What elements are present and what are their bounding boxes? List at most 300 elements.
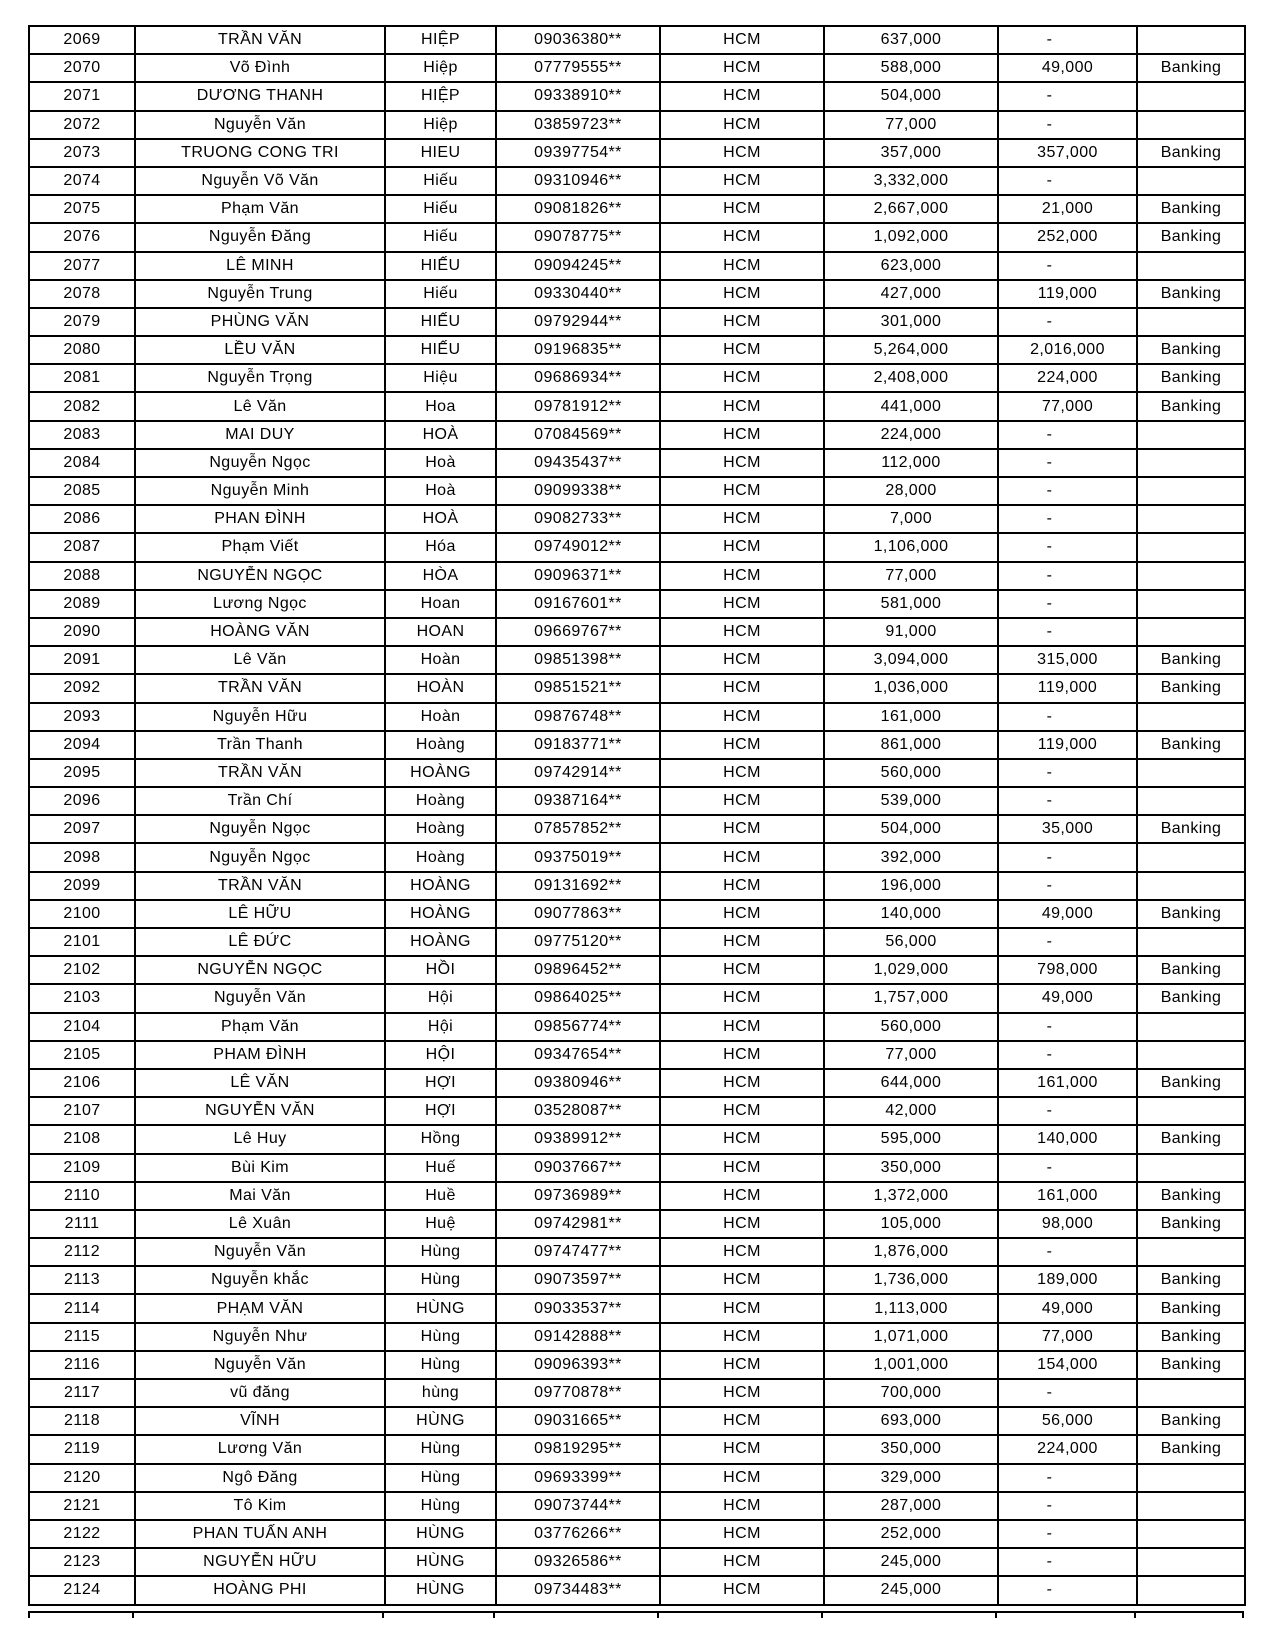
phone-masked-cell: 09099338** (496, 477, 660, 505)
amount-due-cell: 1,001,000 (824, 1351, 998, 1379)
row-number-cell: 2093 (29, 703, 135, 731)
city-cell: HCM (660, 223, 824, 251)
row-number-cell: 2089 (29, 590, 135, 618)
amount-paid-cell: 252,000 (998, 223, 1137, 251)
amount-paid-cell: - (998, 1520, 1137, 1548)
last-name-cell: Hiệp (385, 54, 496, 82)
amount-paid-cell: 119,000 (998, 731, 1137, 759)
amount-due-cell: 245,000 (824, 1548, 998, 1576)
city-cell: HCM (660, 477, 824, 505)
row-number-cell: 2112 (29, 1238, 135, 1266)
last-name-cell: Hội (385, 984, 496, 1012)
given-name-cell: Nguyễn Văn (135, 1238, 385, 1266)
payment-method-cell: Banking (1137, 1435, 1245, 1463)
amount-paid-cell: - (998, 759, 1137, 787)
city-cell: HCM (660, 1548, 824, 1576)
last-name-cell: Hiếu (385, 223, 496, 251)
phone-masked-cell: 09338910** (496, 82, 660, 110)
amount-due-cell: 1,092,000 (824, 223, 998, 251)
amount-due-cell: 56,000 (824, 928, 998, 956)
phone-masked-cell: 09096371** (496, 562, 660, 590)
last-name-cell: HÙNG (385, 1407, 496, 1435)
amount-paid-cell: - (998, 787, 1137, 815)
city-cell: HCM (660, 82, 824, 110)
given-name-cell: PHẠM VĂN (135, 1294, 385, 1322)
table-row (29, 223, 1245, 251)
table-body (29, 26, 1245, 1605)
phone-masked-cell: 09742914** (496, 759, 660, 787)
row-number-cell: 2092 (29, 674, 135, 702)
city-cell: HCM (660, 533, 824, 561)
city-cell: HCM (660, 703, 824, 731)
table-row (29, 1238, 1245, 1266)
given-name-cell: Nguyễn Như (135, 1323, 385, 1351)
amount-due-cell: 350,000 (824, 1435, 998, 1463)
last-name-cell: HỢI (385, 1097, 496, 1125)
amount-due-cell: 644,000 (824, 1069, 998, 1097)
amount-paid-cell: 49,000 (998, 900, 1137, 928)
phone-masked-cell: 09131692** (496, 872, 660, 900)
payment-method-cell: Banking (1137, 1351, 1245, 1379)
given-name-cell: Tô Kim (135, 1492, 385, 1520)
payment-method-cell: Banking (1137, 336, 1245, 364)
phone-masked-cell: 09856774** (496, 1013, 660, 1041)
last-name-cell: Hoàng (385, 843, 496, 871)
last-name-cell: HOAN (385, 618, 496, 646)
given-name-cell: vũ đăng (135, 1379, 385, 1407)
row-number-cell: 2101 (29, 928, 135, 956)
payment-method-cell: Banking (1137, 646, 1245, 674)
row-number-cell: 2097 (29, 815, 135, 843)
city-cell: HCM (660, 1323, 824, 1351)
phone-masked-cell: 09749012** (496, 533, 660, 561)
table-row (29, 984, 1245, 1012)
table-row (29, 928, 1245, 956)
row-number-cell: 2071 (29, 82, 135, 110)
amount-due-cell: 350,000 (824, 1154, 998, 1182)
city-cell: HCM (660, 111, 824, 139)
last-name-cell: Hùng (385, 1464, 496, 1492)
amount-due-cell: 693,000 (824, 1407, 998, 1435)
amount-due-cell: 161,000 (824, 703, 998, 731)
amount-due-cell: 2,408,000 (824, 364, 998, 392)
last-name-cell: Hoàng (385, 787, 496, 815)
given-name-cell: Nguyễn Văn (135, 1351, 385, 1379)
row-number-cell: 2114 (29, 1294, 135, 1322)
table-row (29, 449, 1245, 477)
table-row (29, 1210, 1245, 1238)
amount-paid-cell: - (998, 1097, 1137, 1125)
given-name-cell: PHAN ĐÌNH (135, 505, 385, 533)
last-name-cell: Hóa (385, 533, 496, 561)
city-cell: HCM (660, 1154, 824, 1182)
row-number-cell: 2096 (29, 787, 135, 815)
table-row (29, 1041, 1245, 1069)
given-name-cell: Nguyễn Minh (135, 477, 385, 505)
amount-paid-cell: - (998, 1154, 1137, 1182)
amount-paid-cell: - (998, 477, 1137, 505)
amount-paid-cell: 2,016,000 (998, 336, 1137, 364)
phone-masked-cell: 09435437** (496, 449, 660, 477)
city-cell: HCM (660, 731, 824, 759)
phone-masked-cell: 09096393** (496, 1351, 660, 1379)
amount-paid-cell: - (998, 1013, 1137, 1041)
phone-masked-cell: 09747477** (496, 1238, 660, 1266)
phone-masked-cell: 09397754** (496, 139, 660, 167)
last-name-cell: Hoan (385, 590, 496, 618)
row-number-cell: 2088 (29, 562, 135, 590)
phone-masked-cell: 09037667** (496, 1154, 660, 1182)
amount-paid-cell: 119,000 (998, 674, 1137, 702)
payment-method-cell: Banking (1137, 1210, 1245, 1238)
grid-line-stub (821, 1613, 823, 1618)
table-row (29, 590, 1245, 618)
table-row (29, 1520, 1245, 1548)
table-row (29, 167, 1245, 195)
row-number-cell: 2116 (29, 1351, 135, 1379)
given-name-cell: Nguyễn Hữu (135, 703, 385, 731)
last-name-cell: HỒI (385, 956, 496, 984)
table-row (29, 787, 1245, 815)
table-row (29, 1294, 1245, 1322)
phone-masked-cell: 09387164** (496, 787, 660, 815)
row-number-cell: 2090 (29, 618, 135, 646)
city-cell: HCM (660, 54, 824, 82)
given-name-cell: Nguyễn Đăng (135, 223, 385, 251)
row-number-cell: 2083 (29, 421, 135, 449)
phone-masked-cell: 09851521** (496, 674, 660, 702)
given-name-cell: LỀU VĂN (135, 336, 385, 364)
table-row (29, 1125, 1245, 1153)
table-row (29, 336, 1245, 364)
amount-due-cell: 140,000 (824, 900, 998, 928)
phone-masked-cell: 09693399** (496, 1464, 660, 1492)
row-number-cell: 2078 (29, 280, 135, 308)
phone-masked-cell: 09078775** (496, 223, 660, 251)
last-name-cell: HOÀNG (385, 900, 496, 928)
last-name-cell: Hiếu (385, 280, 496, 308)
amount-due-cell: 252,000 (824, 1520, 998, 1548)
table-row (29, 1464, 1245, 1492)
given-name-cell: NGUYỄN NGỌC (135, 562, 385, 590)
amount-due-cell: 3,332,000 (824, 167, 998, 195)
last-name-cell: hùng (385, 1379, 496, 1407)
last-name-cell: HÙNG (385, 1576, 496, 1604)
amount-due-cell: 581,000 (824, 590, 998, 618)
phone-masked-cell: 03528087** (496, 1097, 660, 1125)
grid-line-stub (382, 1613, 384, 1618)
row-number-cell: 2070 (29, 54, 135, 82)
city-cell: HCM (660, 1351, 824, 1379)
table-row (29, 1323, 1245, 1351)
row-number-cell: 2095 (29, 759, 135, 787)
amount-due-cell: 560,000 (824, 1013, 998, 1041)
amount-paid-cell: - (998, 252, 1137, 280)
payment-method-cell: Banking (1137, 984, 1245, 1012)
city-cell: HCM (660, 815, 824, 843)
amount-paid-cell: 798,000 (998, 956, 1137, 984)
amount-due-cell: 224,000 (824, 421, 998, 449)
row-number-cell: 2106 (29, 1069, 135, 1097)
phone-masked-cell: 09326586** (496, 1548, 660, 1576)
table-row (29, 1435, 1245, 1463)
amount-due-cell: 42,000 (824, 1097, 998, 1125)
payment-method-cell (1137, 1492, 1245, 1520)
row-number-cell: 2099 (29, 872, 135, 900)
given-name-cell: Phạm Văn (135, 1013, 385, 1041)
given-name-cell: TRẦN VĂN (135, 759, 385, 787)
city-cell: HCM (660, 1492, 824, 1520)
amount-paid-cell: - (998, 1041, 1137, 1069)
row-number-cell: 2104 (29, 1013, 135, 1041)
payment-method-cell: Banking (1137, 195, 1245, 223)
last-name-cell: HOÀ (385, 505, 496, 533)
given-name-cell: LÊ VĂN (135, 1069, 385, 1097)
phone-masked-cell: 09686934** (496, 364, 660, 392)
amount-due-cell: 77,000 (824, 111, 998, 139)
amount-paid-cell: - (998, 872, 1137, 900)
last-name-cell: HIẾU (385, 252, 496, 280)
city-cell: HCM (660, 843, 824, 871)
last-name-cell: Hùng (385, 1238, 496, 1266)
payment-method-cell (1137, 1520, 1245, 1548)
city-cell: HCM (660, 280, 824, 308)
payment-method-cell: Banking (1137, 1294, 1245, 1322)
row-number-cell: 2107 (29, 1097, 135, 1125)
amount-due-cell: 441,000 (824, 392, 998, 420)
phone-masked-cell: 09196835** (496, 336, 660, 364)
last-name-cell: Huệ (385, 1210, 496, 1238)
amount-due-cell: 560,000 (824, 759, 998, 787)
city-cell: HCM (660, 759, 824, 787)
payment-method-cell (1137, 449, 1245, 477)
payment-method-cell: Banking (1137, 392, 1245, 420)
payment-method-cell: Banking (1137, 280, 1245, 308)
row-number-cell: 2115 (29, 1323, 135, 1351)
row-number-cell: 2091 (29, 646, 135, 674)
amount-paid-cell: - (998, 533, 1137, 561)
row-number-cell: 2073 (29, 139, 135, 167)
given-name-cell: Nguyễn khắc (135, 1266, 385, 1294)
amount-due-cell: 1,372,000 (824, 1182, 998, 1210)
amount-due-cell: 700,000 (824, 1379, 998, 1407)
amount-paid-cell: - (998, 26, 1137, 54)
city-cell: HCM (660, 1041, 824, 1069)
phone-masked-cell: 09819295** (496, 1435, 660, 1463)
city-cell: HCM (660, 787, 824, 815)
row-number-cell: 2094 (29, 731, 135, 759)
city-cell: HCM (660, 900, 824, 928)
table-row (29, 1576, 1245, 1604)
row-number-cell: 2119 (29, 1435, 135, 1463)
amount-due-cell: 91,000 (824, 618, 998, 646)
row-number-cell: 2111 (29, 1210, 135, 1238)
table-row (29, 815, 1245, 843)
last-name-cell: HIEU (385, 139, 496, 167)
row-number-cell: 2077 (29, 252, 135, 280)
amount-paid-cell: - (998, 1379, 1137, 1407)
given-name-cell: Bùi Kim (135, 1154, 385, 1182)
phone-masked-cell: 09082733** (496, 505, 660, 533)
row-number-cell: 2079 (29, 308, 135, 336)
phone-masked-cell: 09851398** (496, 646, 660, 674)
city-cell: HCM (660, 1182, 824, 1210)
table-row (29, 1407, 1245, 1435)
amount-due-cell: 1,757,000 (824, 984, 998, 1012)
table-row (29, 421, 1245, 449)
amount-due-cell: 623,000 (824, 252, 998, 280)
payment-method-cell (1137, 787, 1245, 815)
row-number-cell: 2105 (29, 1041, 135, 1069)
amount-paid-cell: 35,000 (998, 815, 1137, 843)
last-name-cell: Hoà (385, 449, 496, 477)
table-row (29, 843, 1245, 871)
table-row (29, 759, 1245, 787)
amount-paid-cell: - (998, 843, 1137, 871)
payment-method-cell: Banking (1137, 1407, 1245, 1435)
table-row (29, 477, 1245, 505)
row-number-cell: 2113 (29, 1266, 135, 1294)
given-name-cell: Phạm Viết (135, 533, 385, 561)
payment-method-cell (1137, 843, 1245, 871)
given-name-cell: Mai Văn (135, 1182, 385, 1210)
row-number-cell: 2118 (29, 1407, 135, 1435)
table-row (29, 364, 1245, 392)
given-name-cell: Nguyễn Trọng (135, 364, 385, 392)
last-name-cell: Hoàng (385, 731, 496, 759)
row-number-cell: 2120 (29, 1464, 135, 1492)
city-cell: HCM (660, 308, 824, 336)
phone-masked-cell: 09775120** (496, 928, 660, 956)
city-cell: HCM (660, 618, 824, 646)
last-name-cell: Hiệp (385, 111, 496, 139)
amount-due-cell: 1,071,000 (824, 1323, 998, 1351)
phone-masked-cell: 09380946** (496, 1069, 660, 1097)
amount-paid-cell: - (998, 590, 1137, 618)
phone-masked-cell: 09781912** (496, 392, 660, 420)
payment-method-cell (1137, 477, 1245, 505)
payment-method-cell: Banking (1137, 223, 1245, 251)
amount-due-cell: 1,106,000 (824, 533, 998, 561)
row-number-cell: 2081 (29, 364, 135, 392)
phone-masked-cell: 09081826** (496, 195, 660, 223)
payment-method-cell: Banking (1137, 815, 1245, 843)
amount-paid-cell: 315,000 (998, 646, 1137, 674)
given-name-cell: MAI DUY (135, 421, 385, 449)
amount-due-cell: 2,667,000 (824, 195, 998, 223)
table-row (29, 1266, 1245, 1294)
last-name-cell: HÙNG (385, 1548, 496, 1576)
amount-due-cell: 28,000 (824, 477, 998, 505)
amount-paid-cell: - (998, 111, 1137, 139)
last-name-cell: Hiệu (385, 364, 496, 392)
amount-due-cell: 539,000 (824, 787, 998, 815)
given-name-cell: Lê Xuân (135, 1210, 385, 1238)
amount-paid-cell: 77,000 (998, 392, 1137, 420)
last-name-cell: HÙNG (385, 1520, 496, 1548)
phone-masked-cell: 09077863** (496, 900, 660, 928)
given-name-cell: Phạm Văn (135, 195, 385, 223)
given-name-cell: Trần Thanh (135, 731, 385, 759)
city-cell: HCM (660, 1407, 824, 1435)
payment-method-cell (1137, 26, 1245, 54)
payment-method-cell (1137, 1379, 1245, 1407)
table-row (29, 280, 1245, 308)
table-row (29, 956, 1245, 984)
amount-due-cell: 1,736,000 (824, 1266, 998, 1294)
phone-masked-cell: 07084569** (496, 421, 660, 449)
given-name-cell: Trần Chí (135, 787, 385, 815)
city-cell: HCM (660, 1464, 824, 1492)
city-cell: HCM (660, 1210, 824, 1238)
given-name-cell: TRẦN VĂN (135, 674, 385, 702)
city-cell: HCM (660, 1294, 824, 1322)
table-row (29, 111, 1245, 139)
given-name-cell: LÊ HỮU (135, 900, 385, 928)
last-name-cell: HIỆP (385, 26, 496, 54)
given-name-cell: TRẦN VĂN (135, 872, 385, 900)
city-cell: HCM (660, 1069, 824, 1097)
amount-paid-cell: 154,000 (998, 1351, 1137, 1379)
amount-paid-cell: 98,000 (998, 1210, 1137, 1238)
given-name-cell: NGUYỄN VĂN (135, 1097, 385, 1125)
amount-paid-cell: - (998, 1464, 1137, 1492)
amount-paid-cell: 189,000 (998, 1266, 1137, 1294)
city-cell: HCM (660, 1520, 824, 1548)
payment-method-cell (1137, 82, 1245, 110)
last-name-cell: Hùng (385, 1266, 496, 1294)
phone-masked-cell: 09375019** (496, 843, 660, 871)
last-name-cell: Hùng (385, 1492, 496, 1520)
payment-method-cell (1137, 1154, 1245, 1182)
table-row (29, 1379, 1245, 1407)
amount-due-cell: 1,876,000 (824, 1238, 998, 1266)
grid-line-stub (493, 1613, 495, 1618)
row-number-cell: 2122 (29, 1520, 135, 1548)
grid-line-stub (1242, 1613, 1244, 1618)
payment-method-cell (1137, 1548, 1245, 1576)
grid-line-stub (28, 1613, 30, 1618)
row-number-cell: 2072 (29, 111, 135, 139)
table-row (29, 618, 1245, 646)
amount-due-cell: 1,036,000 (824, 674, 998, 702)
payment-method-cell (1137, 252, 1245, 280)
phone-masked-cell: 09330440** (496, 280, 660, 308)
payment-method-cell (1137, 1464, 1245, 1492)
amount-paid-cell: 224,000 (998, 1435, 1137, 1463)
given-name-cell: Nguyễn Ngọc (135, 843, 385, 871)
amount-paid-cell: 77,000 (998, 1323, 1137, 1351)
table-row (29, 1097, 1245, 1125)
table-row (29, 195, 1245, 223)
payment-method-cell (1137, 928, 1245, 956)
amount-paid-cell: - (998, 1576, 1137, 1604)
amount-paid-cell: - (998, 1238, 1137, 1266)
amount-due-cell: 1,113,000 (824, 1294, 998, 1322)
phone-masked-cell: 09167601** (496, 590, 660, 618)
payment-method-cell (1137, 562, 1245, 590)
amount-due-cell: 588,000 (824, 54, 998, 82)
table-row (29, 1351, 1245, 1379)
table-row (29, 703, 1245, 731)
phone-masked-cell: 09073744** (496, 1492, 660, 1520)
city-cell: HCM (660, 956, 824, 984)
last-name-cell: Hiếu (385, 167, 496, 195)
amount-due-cell: 595,000 (824, 1125, 998, 1153)
phone-masked-cell: 09310946** (496, 167, 660, 195)
last-name-cell: HOÀNG (385, 759, 496, 787)
city-cell: HCM (660, 562, 824, 590)
